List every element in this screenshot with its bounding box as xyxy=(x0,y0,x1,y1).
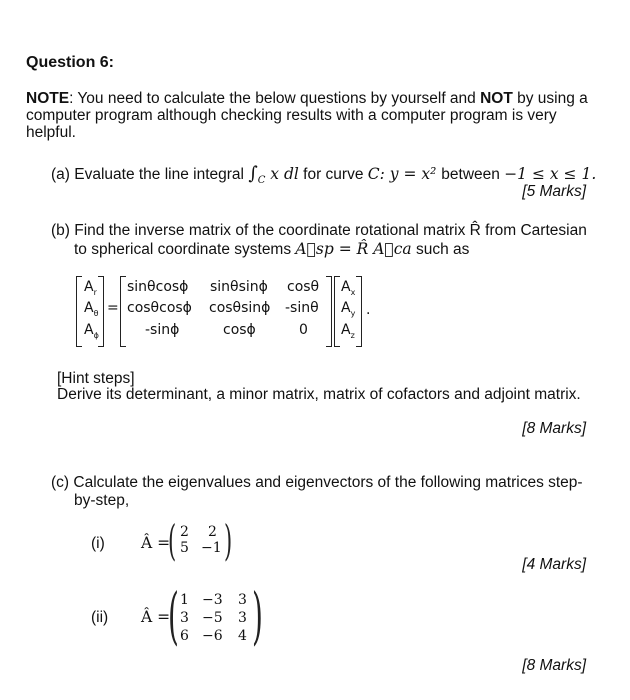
item-ii-label: (ii) xyxy=(91,609,109,626)
part-a-question xyxy=(51,164,596,190)
asp-equation: A⃗sp = R̂ A⃗ca xyxy=(295,240,412,258)
rhs-component: $A_y$ xyxy=(341,300,356,318)
hint-title: [Hint steps] xyxy=(57,370,135,387)
item-i-label: (i) xyxy=(91,535,105,552)
part-c-line-1: (c) Calculate the eigenvalues and eigenvectors of the following matrices step- xyxy=(51,474,583,491)
matrix-cell: -sinϕ xyxy=(145,322,180,338)
equation-period: . xyxy=(366,302,371,318)
range-expression: −1 ≤ x ≤ 1. xyxy=(504,165,597,183)
matrix-cell: cosθsinϕ xyxy=(209,300,271,316)
integrand: x dl xyxy=(265,165,299,183)
matrix-cell: 2 xyxy=(208,524,217,540)
matrix-cell: -sinθ xyxy=(285,300,319,316)
matrix-cell: 4 xyxy=(238,628,247,644)
part-a-prefix: (a) Evaluate the line integral xyxy=(51,166,249,183)
matrix-cell: 6 xyxy=(180,628,189,644)
matrix-bracket-left xyxy=(120,276,126,347)
matrix-cell: 1 xyxy=(180,592,189,608)
matrix-cell: 3 xyxy=(180,610,189,626)
item-i-paren-right: ) xyxy=(224,516,233,565)
matrix-bracket-right xyxy=(326,276,332,347)
note-line-2: computer program although checking results with a computer program is very xyxy=(26,107,557,124)
part-b-marks: [8 Marks] xyxy=(522,420,586,437)
item-i-paren-left: ( xyxy=(168,516,177,565)
matrix-cell: sinθsinϕ xyxy=(210,279,268,295)
lhs-bracket-right xyxy=(98,276,104,347)
matrix-cell: −3 xyxy=(202,592,223,608)
rhs-component: $A_x$ xyxy=(341,279,356,297)
item-ii-lhs: Â = xyxy=(141,608,171,626)
note-line-3: helpful. xyxy=(26,124,76,141)
part-c-ii-marks: [8 Marks] xyxy=(522,657,586,674)
part-b-line-2 xyxy=(74,240,469,259)
matrix-cell: 5 xyxy=(180,540,189,556)
hint-text: Derive its determinant, a minor matrix, matrix of cofactors and adjoint matrix. xyxy=(57,386,581,403)
item-ii-paren-left: ( xyxy=(168,579,179,652)
integral-subscript: C xyxy=(257,175,266,187)
item-i-lhs: Â = xyxy=(141,534,171,552)
matrix-cell: −5 xyxy=(202,610,223,626)
matrix-cell: sinθcosϕ xyxy=(127,279,189,295)
matrix-cell: 2 xyxy=(180,524,189,540)
matrix-cell: −1 xyxy=(201,540,222,556)
curve-equation: C: y = x² xyxy=(367,165,442,183)
note-text-1: : You need to calculate the below questions by yourself and xyxy=(69,90,481,107)
part-b-line-2-a: to spherical coordinate systems xyxy=(74,241,296,258)
rhs-bracket-left xyxy=(334,276,340,347)
rhs-bracket-right xyxy=(356,276,362,347)
part-b-line-1: (b) Find the inverse matrix of the coordinate rotational matrix R̂ from Cartesian xyxy=(51,222,587,239)
matrix-cell: cosϕ xyxy=(223,322,256,338)
question-title: Question 6: xyxy=(26,54,115,71)
lhs-component: $A_\phi$ xyxy=(84,322,99,340)
lhs-bracket-left xyxy=(76,276,82,347)
lhs-component: $A_r$ xyxy=(84,279,97,297)
equals-sign: = xyxy=(107,300,119,316)
note-text-2: by using a xyxy=(512,90,588,107)
part-c-line-2: by-step, xyxy=(74,492,130,509)
note-not: NOT xyxy=(480,90,513,107)
matrix-cell: 3 xyxy=(238,592,247,608)
matrix-cell: 3 xyxy=(238,610,247,626)
part-a-between: between xyxy=(441,166,505,183)
matrix-cell: −6 xyxy=(202,628,223,644)
item-ii-paren-right: ) xyxy=(252,579,263,652)
integral-symbol: ∫ xyxy=(248,163,258,184)
matrix-cell: 0 xyxy=(299,322,308,338)
part-b-line-2-b: such as xyxy=(411,241,470,258)
matrix-cell: cosθ xyxy=(287,279,320,295)
part-a-mid: for curve xyxy=(298,166,368,183)
part-c-i-marks: [4 Marks] xyxy=(522,556,586,573)
rhs-component: $A_z$ xyxy=(341,322,355,340)
note-label: NOTE xyxy=(26,90,70,107)
lhs-component: $A_\theta$ xyxy=(84,300,99,318)
part-a-marks: [5 Marks] xyxy=(522,183,586,200)
matrix-cell: cosθcosϕ xyxy=(127,300,192,316)
